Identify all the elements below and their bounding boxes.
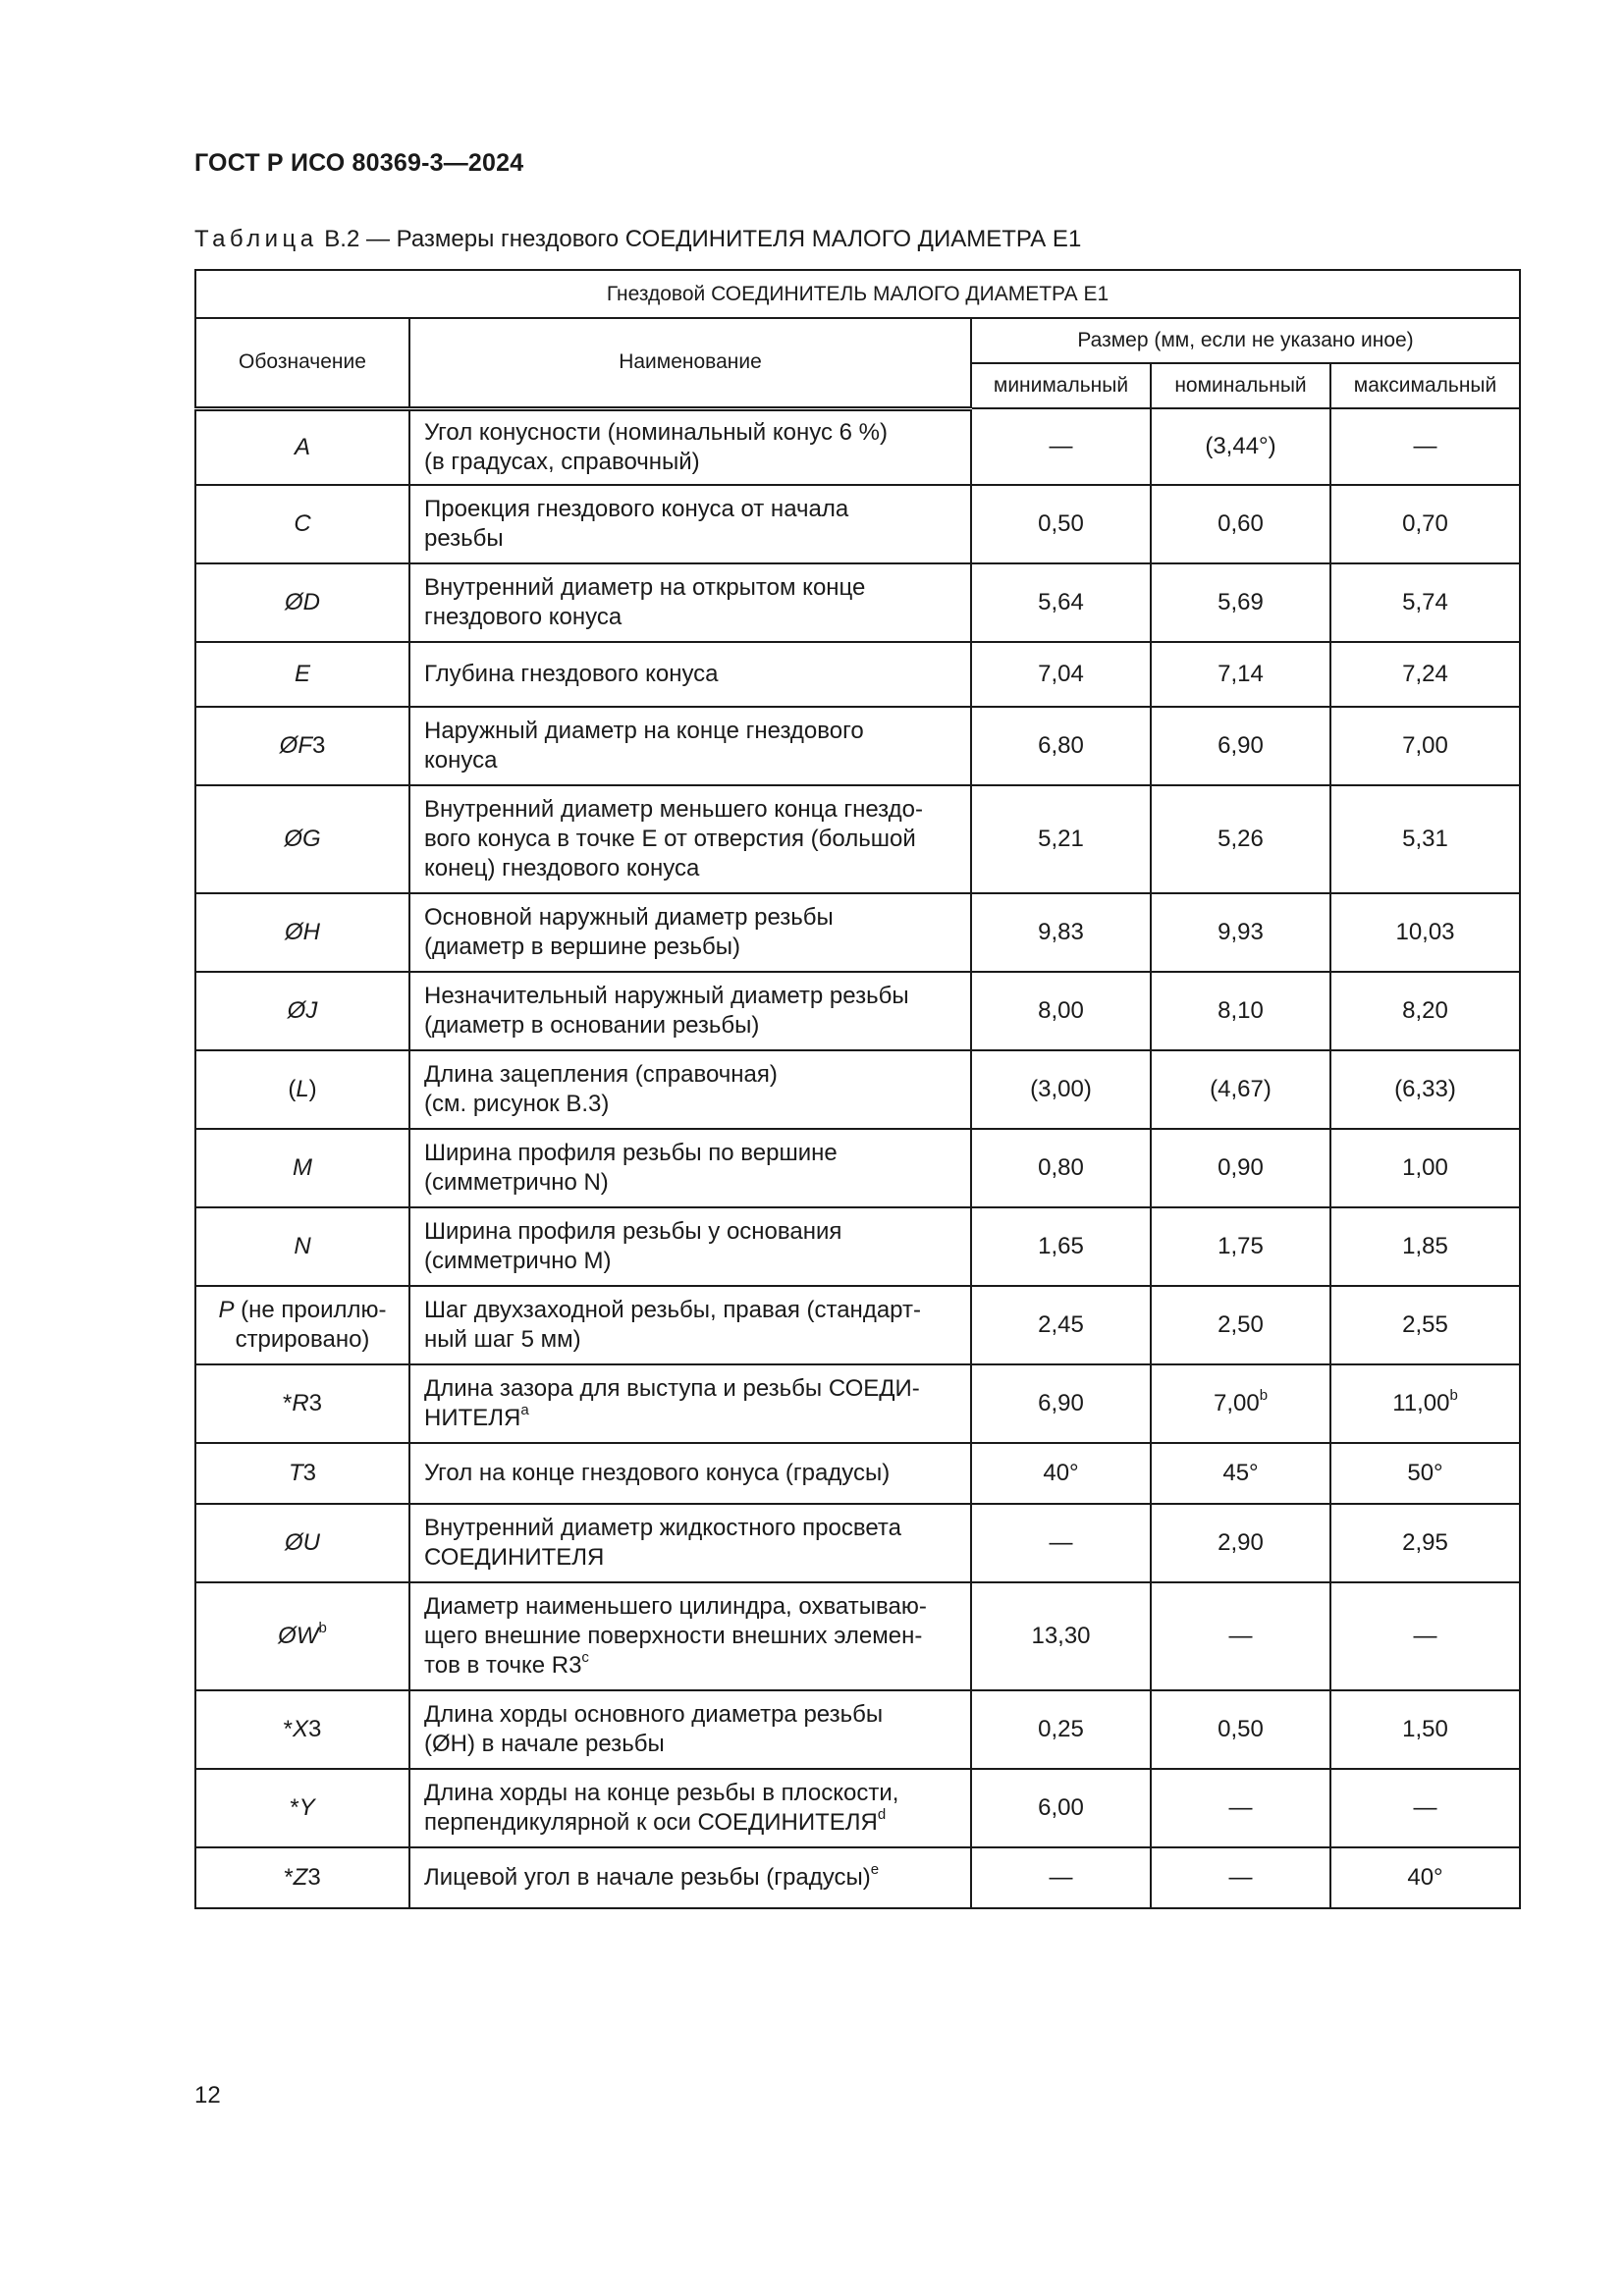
document-header: ГОСТ Р ИСО 80369-3—2024 [194, 149, 524, 177]
designation-it: E [294, 661, 310, 687]
cell-name [409, 1364, 971, 1443]
cell-min [971, 707, 1151, 785]
value-min: 5,21 [1038, 826, 1084, 852]
designation-it: P [218, 1297, 235, 1323]
table-row [195, 563, 1520, 642]
value-max: — [1413, 433, 1437, 459]
cell-max [1330, 642, 1520, 707]
table-row [195, 1207, 1520, 1286]
value-nom: 1,75 [1218, 1233, 1264, 1259]
value-nom: (3,44°) [1205, 433, 1276, 459]
value-nom: (4,67) [1210, 1076, 1272, 1102]
cell-min [971, 642, 1151, 707]
cell-nom [1151, 1050, 1330, 1129]
value-min: — [1049, 1529, 1073, 1556]
value-max: 0,70 [1402, 510, 1448, 537]
value-nom: 0,90 [1218, 1154, 1264, 1181]
col-header-designation: Обозначение [195, 318, 409, 408]
value-max: 2,95 [1402, 1529, 1448, 1556]
value-min: 2,45 [1038, 1311, 1084, 1338]
designation-pre: ( [288, 1076, 297, 1102]
col-header-size: Размер (мм, если не указано иное) [971, 318, 1520, 363]
designation-it: ØF [279, 732, 312, 759]
table-row [195, 485, 1520, 563]
table-row [195, 1582, 1520, 1690]
designation-pre: * [282, 1390, 293, 1416]
value-min: 13,30 [1031, 1623, 1091, 1649]
cell-nom [1151, 1286, 1330, 1364]
name-text: Шаг двухзаходной резьбы, правая (стандарт- ный шаг 5 мм) [424, 1297, 921, 1353]
value-nom: 5,26 [1218, 826, 1264, 852]
designation-it: ØJ [287, 997, 318, 1024]
designation-it: T [288, 1460, 303, 1486]
table-row [195, 1286, 1520, 1364]
cell-nom [1151, 642, 1330, 707]
cell-name [409, 1769, 971, 1847]
cell-designation [195, 972, 409, 1050]
value-nom: — [1228, 1864, 1253, 1891]
cell-min [971, 893, 1151, 972]
cell-name [409, 1504, 971, 1582]
table-row [195, 1847, 1520, 1908]
cell-max [1330, 1769, 1520, 1847]
col-header-name: Наименование [409, 318, 971, 408]
cell-designation [195, 563, 409, 642]
table-row [195, 1504, 1520, 1582]
cell-min [971, 1690, 1151, 1769]
value-min: 8,00 [1038, 997, 1084, 1024]
value-min: 1,65 [1038, 1233, 1084, 1259]
value-min: 0,50 [1038, 510, 1084, 537]
cell-designation [195, 642, 409, 707]
value-min: 0,80 [1038, 1154, 1084, 1181]
cell-max [1330, 1443, 1520, 1504]
value-max: — [1413, 1623, 1437, 1649]
cell-max [1330, 785, 1520, 893]
cell-designation [195, 1582, 409, 1690]
cell-min [971, 1443, 1151, 1504]
name-text: Длина хорды на конце резьбы в плоскости, перпендикулярной к оси СОЕДИНИТЕЛЯ [424, 1780, 899, 1836]
designation-it: A [294, 433, 310, 460]
col-header-nom: номинальный [1151, 363, 1330, 408]
cell-max [1330, 1847, 1520, 1908]
name-text: Внутренний диаметр на открытом конце гнездового конуса [424, 574, 866, 630]
cell-name [409, 1129, 971, 1207]
value-max: 10,03 [1395, 919, 1455, 945]
cell-max [1330, 1582, 1520, 1690]
value-nom-footnote: b [1259, 1387, 1269, 1404]
table-row [195, 972, 1520, 1050]
table-body [195, 408, 1520, 1908]
cell-max [1330, 485, 1520, 563]
value-max: 11,00 [1392, 1390, 1450, 1416]
name-text: Основной наружный диаметр резьбы (диаметр в вершине резьбы) [424, 904, 834, 960]
value-min: 6,80 [1038, 732, 1084, 759]
value-min: 9,83 [1038, 919, 1084, 945]
cell-max [1330, 1504, 1520, 1582]
designation-post: 3 [308, 1390, 323, 1416]
designation-pre: * [284, 1864, 294, 1891]
cell-designation [195, 1129, 409, 1207]
cell-min [971, 1582, 1151, 1690]
value-min: — [1049, 433, 1073, 459]
cell-designation [195, 1050, 409, 1129]
designation-it: C [294, 510, 311, 537]
value-max: 1,50 [1402, 1716, 1448, 1742]
table-caption [194, 226, 1081, 253]
value-nom: 0,60 [1218, 510, 1264, 537]
cell-name [409, 1443, 971, 1504]
name-footnote: e [870, 1861, 880, 1878]
name-footnote: d [877, 1806, 887, 1823]
name-text: Ширина профиля резьбы у основания (симметрично М) [424, 1218, 842, 1274]
cell-designation [195, 485, 409, 563]
cell-nom [1151, 972, 1330, 1050]
name-text: Незначительный наружный диаметр резьбы (диаметр в основании резьбы) [424, 983, 909, 1039]
cell-nom [1151, 563, 1330, 642]
value-min: 6,00 [1038, 1794, 1084, 1821]
designation-it: X [292, 1716, 308, 1742]
cell-min [971, 1504, 1151, 1582]
designation-pre: * [283, 1716, 293, 1742]
value-max: 1,00 [1402, 1154, 1448, 1181]
value-max: 8,20 [1402, 997, 1448, 1024]
value-nom: 6,90 [1218, 732, 1264, 759]
name-text: Диаметр наименьшего цилиндра, охватываю- щего внешние поверхности внешних элемен- тов в точке R3 [424, 1593, 927, 1679]
cell-min [971, 1050, 1151, 1129]
cell-max [1330, 893, 1520, 972]
designation-it: N [294, 1233, 311, 1259]
value-min: — [1049, 1864, 1073, 1891]
cell-min [971, 972, 1151, 1050]
dimensions-table [194, 269, 1521, 1909]
value-max: 50° [1407, 1460, 1443, 1486]
designation-it: M [293, 1154, 312, 1181]
value-nom: 2,90 [1218, 1529, 1264, 1556]
col-header-max: максимальный [1330, 363, 1520, 408]
name-text: Наружный диаметр на конце гнездового конуса [424, 718, 864, 774]
name-text: Длина зацепления (справочная) (см. рисунок В.3) [424, 1061, 778, 1117]
value-nom: 2,50 [1218, 1311, 1264, 1338]
table-row [195, 1129, 1520, 1207]
designation-it: ØU [285, 1529, 320, 1556]
value-nom: 45° [1222, 1460, 1259, 1486]
value-min: 5,64 [1038, 589, 1084, 615]
designation-post: 3 [311, 732, 326, 759]
cell-name [409, 1050, 971, 1129]
cell-min [971, 485, 1151, 563]
cell-name [409, 972, 971, 1050]
designation-post: 3 [302, 1460, 317, 1486]
cell-nom [1151, 1364, 1330, 1443]
cell-max [1330, 1050, 1520, 1129]
table-row [195, 1364, 1520, 1443]
value-max: 1,85 [1402, 1233, 1448, 1259]
designation-it: R [292, 1390, 309, 1416]
designation-it: Z [293, 1864, 308, 1891]
caption-prefix: Таблица [194, 226, 318, 252]
cell-name [409, 408, 971, 485]
cell-name [409, 485, 971, 563]
col-header-min: минимальный [971, 363, 1151, 408]
designation-it: ØD [285, 589, 320, 615]
name-footnote: c [581, 1649, 589, 1666]
cell-nom [1151, 1129, 1330, 1207]
cell-max [1330, 1364, 1520, 1443]
name-text: Глубина гнездового конуса [424, 661, 719, 687]
value-max-footnote: b [1449, 1387, 1458, 1404]
cell-designation [195, 1504, 409, 1582]
value-nom: 0,50 [1218, 1716, 1264, 1742]
cell-name [409, 563, 971, 642]
designation-post: 3 [307, 1864, 321, 1891]
cell-nom [1151, 1582, 1330, 1690]
designation-it: L [296, 1076, 309, 1102]
value-nom: — [1228, 1623, 1253, 1649]
value-min: 0,25 [1038, 1716, 1084, 1742]
value-max: 5,74 [1402, 589, 1448, 615]
cell-min [971, 1286, 1151, 1364]
cell-name [409, 1582, 971, 1690]
cell-nom [1151, 785, 1330, 893]
cell-max [1330, 1690, 1520, 1769]
cell-name [409, 642, 971, 707]
table-row [195, 893, 1520, 972]
table-row [195, 707, 1520, 785]
cell-min [971, 408, 1151, 485]
cell-max [1330, 563, 1520, 642]
cell-designation [195, 893, 409, 972]
table-row [195, 1443, 1520, 1504]
page-number: 12 [194, 2082, 221, 2109]
cell-min [971, 563, 1151, 642]
value-nom: 9,93 [1218, 919, 1264, 945]
cell-designation [195, 408, 409, 485]
cell-name [409, 707, 971, 785]
name-text: Внутренний диаметр меньшего конца гнездо- вого конуса в точке E от отверстия (большой конец) гнездового конуса [424, 796, 923, 881]
designation-sup: b [318, 1620, 327, 1636]
name-text: Проекция гнездового конуса от начала резьбы [424, 496, 849, 552]
value-nom: 8,10 [1218, 997, 1264, 1024]
table-title: Гнездовой СОЕДИНИТЕЛЬ МАЛОГО ДИАМЕТРА Е1 [195, 270, 1520, 318]
cell-nom [1151, 1443, 1330, 1504]
designation-post: 3 [308, 1716, 322, 1742]
cell-designation [195, 785, 409, 893]
table-row [195, 1769, 1520, 1847]
cell-min [971, 1207, 1151, 1286]
cell-name [409, 1690, 971, 1769]
cell-nom [1151, 485, 1330, 563]
cell-nom [1151, 408, 1330, 485]
cell-min [971, 785, 1151, 893]
value-min: 7,04 [1038, 661, 1084, 687]
name-text: Угол конусности (номинальный конус 6 %) (в градусах, справочный) [424, 418, 888, 475]
value-nom: — [1228, 1794, 1253, 1821]
designation-it: ØG [284, 826, 321, 852]
name-text: Внутренний диаметр жидкостного просвета СОЕДИНИТЕЛЯ [424, 1515, 901, 1571]
cell-min [971, 1364, 1151, 1443]
cell-designation [195, 1443, 409, 1504]
cell-designation [195, 707, 409, 785]
name-text: Длина хорды основного диаметра резьбы (ØH) в начале резьбы [424, 1701, 884, 1757]
cell-designation [195, 1769, 409, 1847]
cell-max [1330, 1129, 1520, 1207]
cell-max [1330, 707, 1520, 785]
value-min: 6,90 [1038, 1390, 1084, 1416]
cell-nom [1151, 1690, 1330, 1769]
cell-nom [1151, 1504, 1330, 1582]
value-max: 7,00 [1402, 732, 1448, 759]
cell-name [409, 893, 971, 972]
table-row [195, 785, 1520, 893]
value-nom: 7,14 [1218, 661, 1264, 687]
cell-min [971, 1769, 1151, 1847]
name-text: Ширина профиля резьбы по вершине (симметрично N) [424, 1140, 838, 1196]
cell-name [409, 1847, 971, 1908]
designation-pre: * [290, 1794, 299, 1821]
value-min: 40° [1043, 1460, 1079, 1486]
name-text: Длина зазора для выступа и резьбы СОЕДИ- НИТЕЛЯ [424, 1375, 920, 1431]
value-max: 2,55 [1402, 1311, 1448, 1338]
name-text: Лицевой угол в начале резьбы (градусы) [424, 1864, 871, 1891]
value-nom: 5,69 [1218, 589, 1264, 615]
cell-designation [195, 1207, 409, 1286]
cell-max [1330, 972, 1520, 1050]
designation-post: ) [308, 1076, 317, 1102]
value-max: 5,31 [1402, 826, 1448, 852]
cell-nom [1151, 707, 1330, 785]
designation-post: (не проиллю- стрировано) [234, 1297, 387, 1353]
cell-max [1330, 1286, 1520, 1364]
cell-nom [1151, 1847, 1330, 1908]
cell-nom [1151, 1769, 1330, 1847]
cell-nom [1151, 1207, 1330, 1286]
cell-min [971, 1129, 1151, 1207]
table-row [195, 642, 1520, 707]
cell-max [1330, 408, 1520, 485]
value-min: (3,00) [1030, 1076, 1092, 1102]
cell-designation [195, 1847, 409, 1908]
cell-max [1330, 1207, 1520, 1286]
designation-it: Y [298, 1794, 315, 1821]
designation-it: ØW [278, 1623, 319, 1649]
cell-name [409, 785, 971, 893]
cell-designation [195, 1364, 409, 1443]
cell-designation [195, 1690, 409, 1769]
cell-name [409, 1207, 971, 1286]
value-max: 7,24 [1402, 661, 1448, 687]
cell-min [971, 1847, 1151, 1908]
value-max: (6,33) [1394, 1076, 1456, 1102]
cell-name [409, 1286, 971, 1364]
cell-nom [1151, 893, 1330, 972]
value-max: 40° [1407, 1864, 1443, 1891]
value-nom: 7,00 [1213, 1390, 1260, 1416]
name-text: Угол на конце гнездового конуса (градусы) [424, 1460, 891, 1486]
value-max: — [1413, 1794, 1437, 1821]
table-row [195, 408, 1520, 485]
name-footnote: a [520, 1402, 529, 1418]
table-row [195, 1690, 1520, 1769]
cell-designation [195, 1286, 409, 1364]
table-row [195, 1050, 1520, 1129]
designation-it: ØH [285, 919, 320, 945]
caption-text: В.2 — Размеры гнездового СОЕДИНИТЕЛЯ МАЛОГО ДИАМЕТРА Е1 [317, 226, 1082, 252]
